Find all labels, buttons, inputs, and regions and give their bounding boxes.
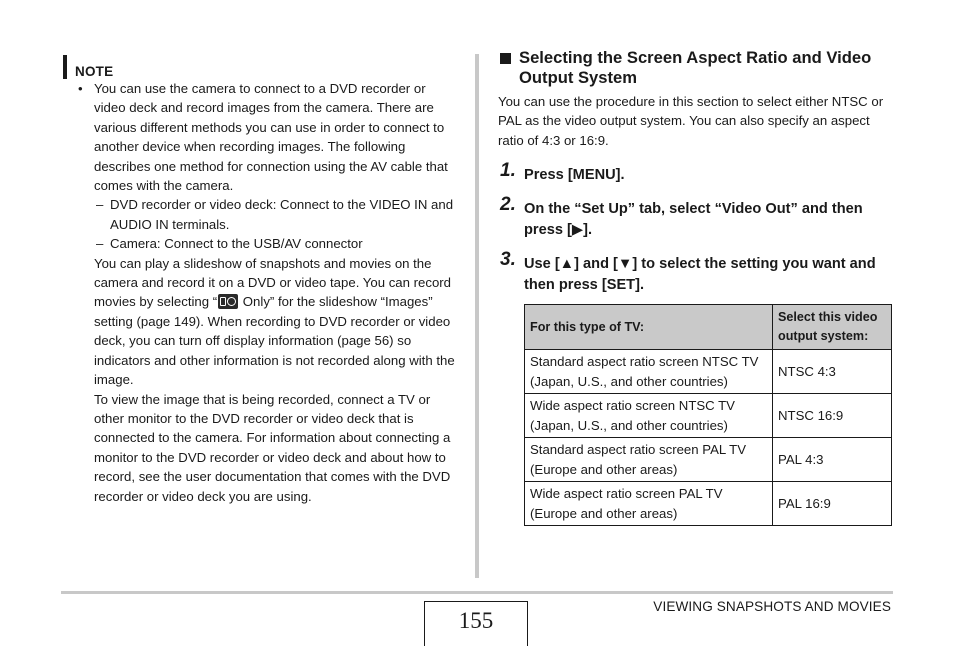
- step-number: 1.: [500, 160, 516, 181]
- table-row: [525, 350, 892, 394]
- step-3: [498, 249, 898, 295]
- table-header-row: [525, 305, 892, 350]
- dash-marker: –: [96, 197, 104, 213]
- note-paragraph-slideshow: [76, 254, 458, 390]
- page-number: 155: [424, 601, 528, 646]
- table-row: [525, 394, 892, 438]
- note-sub-item-text: Camera: Connect to the USB/AV connector: [110, 236, 363, 252]
- table-cell-output-system: NTSC 4:3: [773, 350, 892, 394]
- bullet-marker: •: [78, 81, 83, 96]
- section-intro: You can use the procedure in this section to select either NTSC or PAL as the video output system. You can also specify an aspect ratio of 4:3 or 16:9.: [498, 94, 884, 148]
- dash-marker: –: [96, 236, 104, 252]
- table-row: [525, 438, 892, 482]
- note-paragraph-text: You can play a slideshow of snapshots and movies on the camera and record it on a DVD or video tape. You can record movies by selecting “: [94, 255, 452, 310]
- video-output-table: [524, 304, 892, 526]
- note-paragraph-monitor: To view the image that is being recorded, connect a TV or other monitor to the DVD recorder or video deck that is connected to the camera. For information about connecting a monitor to the DVD recorder or video deck and about how to record, see the user documentation that comes with the DVD recorder or video deck you are using.: [94, 391, 451, 504]
- section-title: Selecting the Screen Aspect Ratio and Video Output System: [519, 48, 872, 87]
- table-cell-tv-type: Wide aspect ratio screen NTSC TV (Japan, U.S., and other countries): [525, 394, 773, 438]
- table-header-tv-type: For this type of TV:: [525, 305, 773, 350]
- note-bullet: [76, 79, 458, 195]
- section-square-icon: [500, 53, 511, 64]
- footer-section-name: VIEWING SNAPSHOTS AND MOVIES: [653, 599, 891, 614]
- footer-rule: [61, 591, 893, 594]
- table-cell-output-system: PAL 4:3: [773, 438, 892, 482]
- table-cell-tv-type: Standard aspect ratio screen NTSC TV (Japan, U.S., and other countries): [525, 350, 773, 394]
- table-cell-output-system: PAL 16:9: [773, 482, 892, 526]
- step-1: [498, 160, 898, 186]
- note-sub-item: [76, 234, 458, 253]
- note-sub-item-text: DVD recorder or video deck: Connect to the VIDEO IN and AUDIO IN terminals.: [110, 197, 454, 232]
- note-sub-item: [76, 195, 458, 234]
- table-header-output-system: Select this video output system:: [773, 305, 892, 350]
- note-bullet-text: You can use the camera to connect to a DVD recorder or video deck and record images from the camera. There are various different methods you can use in order to connect to another device when recording images. The following describes one method for connection using the AV cable that comes with the camera.: [94, 81, 448, 194]
- step-number: 2.: [500, 194, 516, 215]
- step-text: On the “Set Up” tab, select “Video Out” and then press [▶].: [524, 201, 863, 238]
- note-title: NOTE: [75, 64, 114, 79]
- step-text: Press [MENU].: [524, 167, 625, 183]
- step-number: 3.: [500, 249, 516, 270]
- table-cell-tv-type: Wide aspect ratio screen PAL TV (Europe and other areas): [525, 482, 773, 526]
- movie-icon: [218, 294, 238, 309]
- note-paragraph-text: Only” for the slideshow “Images” setting (page 149). When recording to DVD recorder or video deck, you can turn off display information (page 56) so indicators and other information is not recorded along with the image.: [94, 294, 455, 388]
- note-body: [76, 79, 458, 506]
- table-cell-tv-type: Standard aspect ratio screen PAL TV (Europe and other areas): [525, 438, 773, 482]
- step-text: Use [▲] and [▼] to select the setting you want and then press [SET].: [524, 256, 876, 293]
- note-marker-bar: [63, 55, 67, 79]
- column-divider: [475, 54, 479, 578]
- table-row: [525, 482, 892, 526]
- step-2: [498, 194, 898, 240]
- table-cell-output-system: NTSC 16:9: [773, 394, 892, 438]
